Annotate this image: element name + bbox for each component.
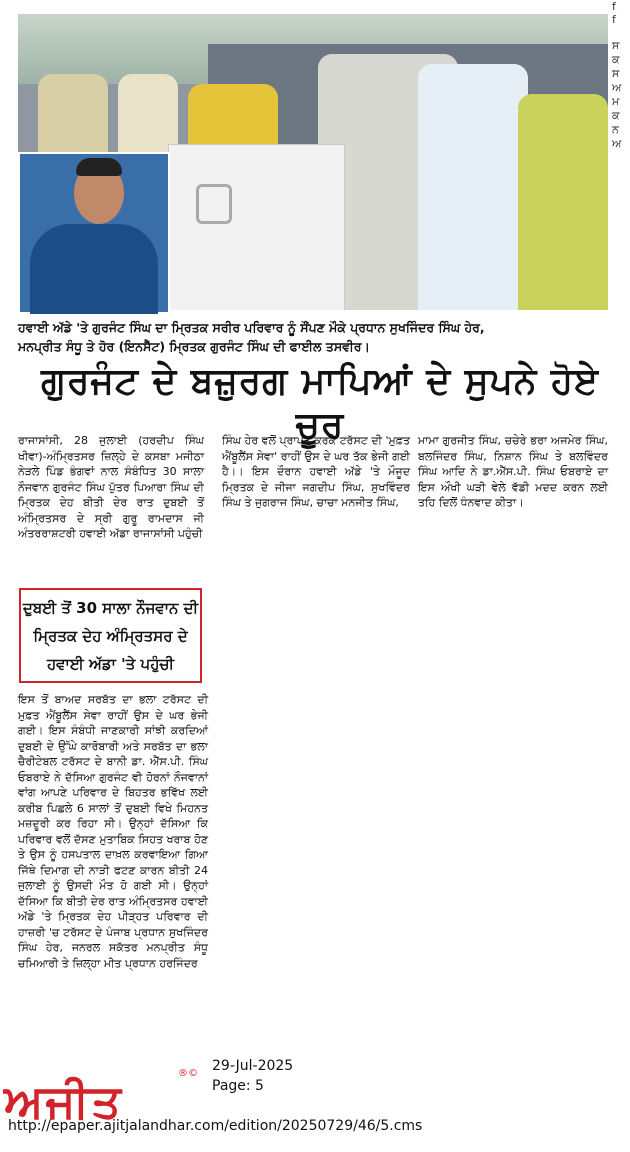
- ajit-logo: ਅਜੀਤ: [4, 1074, 123, 1128]
- headline: ਗੁਰਜੰਟ ਦੇ ਬਜ਼ੁਰਗ ਮਾਪਿਆਂ ਦੇ ਸੁਪਨੇ ਹੋਏ ਚੂਰ: [41, 361, 599, 446]
- source-url[interactable]: http://epaper.ajitjalandhar.com/edition/20250729/46/5.cms: [8, 1118, 423, 1134]
- registered-mark: ®©: [178, 1068, 198, 1079]
- photo-coffin: [168, 144, 345, 310]
- photo-caption: [18, 318, 618, 356]
- caption-line-1: ਹਵਾਈ ਅੱਡੇ 'ਤੇ ਗੁਰਜੰਟ ਸਿੰਘ ਦਾ ਮ੍ਰਿਤਕ ਸਰੀਰ ਪਰਿਵਾਰ ਨੂੰ ਸੌਂਪਣ ਮੌਕੇ ਪ੍ਰਧਾਨ ਸੁਖਜਿੰਦਰ ਸਿੰਘ ਹੇਰ,: [18, 320, 485, 335]
- article-column-3: ਮਾਮਾ ਗੁਰਜੀਤ ਸਿੰਘ, ਚਚੇਰੇ ਭਰਾ ਅਜਮੇਰ ਸਿੰਘ, ਬਲਜਿੰਦਰ ਸਿੰਘ, ਨਿਸ਼ਾਨ ਸਿੰਘ ਤੇ ਬਲਵਿੰਦਰ ਸਿੰਘ ਆਦਿ ਨੇ ਡਾ.ਐੱਸ.ਪੀ. ਸਿੰਘ ਓਬਰਾਏ ਦਾ ਇਸ ਔਖੀ ਘੜੀ ਵੇਲੇ ਵੱਡੀ ਮਦਦ ਕਰਨ ਲਈ ਤਹਿ ਦਿਲੋਂ ਧੰਨਵਾਦ ਕੀਤਾ।: [418, 434, 608, 509]
- photo-coffin-handle: [196, 184, 232, 224]
- article-column-1-continued: ਇਸ ਤੋਂ ਬਾਅਦ ਸਰਬੱਤ ਦਾ ਭਲਾ ਟਰੱਸਟ ਦੀ ਮੁਫ਼ਤ ਐਂਬੂਲੈਂਸ ਸੇਵਾ ਰਾਹੀਂ ਉਸ ਦੇ ਘਰ ਭੇਜੀ ਗਈ। ਇਸ ਸੰਬੰਧੀ ਜਾਣਕਾਰੀ ਸਾਂਝੀ ਕਰਦਿਆਂ ਦੁਬਈ ਦੇ ਉੱਘੇ ਕਾਰੋਬਾਰੀ ਅਤੇ ਸਰਬੱਤ ਦਾ ਭਲਾ ਚੈਰੀਟੇਬਲ ਟਰੱਸਟ ਦੇ ਬਾਨੀ ਡਾ. ਐੱਸ.ਪੀ. ਸਿੰਘ ਓਬਰਾਏ ਨੇ ਦੱਸਿਆ ਗੁਰਜੰਟ ਵੀ ਹੋਰਨਾਂ ਨੌਜਵਾਨਾਂ ਵਾਂਗ ਆਪਣੇ ਪਰਿਵਾਰ ਦੇ ਬਿਹਤਰ ਭਵਿੱਖ ਲਈ ਕਰੀਬ ਪਿਛਲੇ 6 ਸਾਲਾਂ ਤੋਂ ਦੁਬਈ ਵਿਖੇ ਮਿਹਨਤ ਮਜ਼ਦੂਰੀ ਕਰ ਰਿਹਾ ਸੀ। ਉਨ੍ਹਾਂ ਦੱਸਿਆ ਕਿ ਪਰਿਵਾਰ ਵਲੋਂ ਦੱਸਣ ਮੁਤਾਬਿਕ ਸਿਹਤ ਖਰਾਬ ਹੋਣ ਤੇ ਉਸ ਨੂੰ ਹਸਪਤਾਲ ਦਾਖ਼ਲ ਕਰਵਾਇਆ ਗਿਆ ਜਿੱਥੇ ਦਿਮਾਗ ਦੀ ਨਾੜੀ ਫਟਣ ਕਾਰਨ ਬੀਤੀ 24 ਜੁਲਾਈ ਨੂੰ ਉਸਦੀ ਮੌਤ ਹੋ ਗਈ ਸੀ। ਉਨ੍ਹਾਂ ਦੱਸਿਆ ਕਿ ਬੀਤੀ ਦੇਰ ਰਾਤ ਅੰਮ੍ਰਿਤਸਰ ਹਵਾਈ ਅੱਡੇ 'ਤੇ ਮ੍ਰਿਤਕ ਦੇਹ ਪੀੜ੍ਹਤ ਪਰਿਵਾਰ ਦੀ ਹਾਜ਼ਰੀ 'ਚ ਟਰੱਸਟ ਦੇ ਪੰਜਾਬ ਪ੍ਰਧਾਨ ਸੁਖਜਿੰਦਰ ਸਿੰਘ ਹੇਰ, ਜਨਰਲ ਸਕੱਤਰ ਮਨਪ੍ਰੀਤ ਸੰਧੂ ਚਮਿਆਰੀ ਤੇ ਜ਼ਿਲ੍ਹਾ ਮੀਤ ਪ੍ਰਧਾਨ ਹਰਜਿੰਦਰ: [18, 693, 208, 970]
- adjacent-column-fragment: f f ਸ ਕ ਸ ਅ ਮ ਕ ਨ ਅ: [612, 0, 622, 150]
- page-number: Page: 5: [212, 1078, 264, 1094]
- inset-body: [30, 224, 158, 314]
- article-column-1: ਰਾਜਾਸਾਂਸੀ, 28 ਜੁਲਾਈ (ਹਰਦੀਪ ਸਿੰਘ ਖੀਵਾ)-ਅੰਮ੍ਰਿਤਸਰ ਜ਼ਿਲ੍ਹੇ ਦੇ ਕਸਬਾ ਮਜੀਠਾ ਨੇੜਲੇ ਪਿੰਡ ਭੰਗਵਾਂ ਨਾਲ ਸੰਬੰਧਿਤ 30 ਸਾਲਾ ਨੌਜਵਾਨ ਗੁਰਜੰਟ ਸਿੰਘ ਪੁੱਤਰ ਪਿਆਰਾ ਸਿੰਘ ਦੀ ਮ੍ਰਿਤਕ ਦੇਹ ਬੀਤੀ ਦੇਰ ਰਾਤ ਦੁਬਈ ਤੋਂ ਅੰਮ੍ਰਿਤਸਰ ਦੇ ਸ੍ਰੀ ਗੁਰੂ ਰਾਮਦਾਸ ਜੀ ਅੰਤਰਰਾਸ਼ਟਰੀ ਹਵਾਈ ਅੱਡਾ ਰਾਜਾਸਾਂਸੀ ਪਹੁੰਚੀ: [18, 434, 204, 540]
- inset-hair: [76, 158, 122, 176]
- article-column-2: ਸਿੰਘ ਹੇਰ ਵਲੋਂ ਪ੍ਰਾਪਤ ਕਰਕੇ ਟਰੱਸਟ ਦੀ 'ਮੁਫ਼ਤ ਐਂਬੂਲੈਂਸ ਸੇਵਾ' ਰਾਹੀਂ ਉਸ ਦੇ ਘਰ ਤੱਕ ਭੇਜੀ ਗਈ ਹੈ।। ਇਸ ਦੌਰਾਨ ਹਵਾਈ ਅੱਡੇ 'ਤੇ ਮੌਜੂਦ ਮ੍ਰਿਤਕ ਦੇ ਜੀਜਾ ਜਗਦੀਪ ਸਿੰਘ, ਸੁਖਵਿੰਦਰ ਸਿੰਘ ਤੇ ਜੁਗਰਾਜ ਸਿੰਘ, ਚਾਚਾ ਮਨਜੀਤ ਸਿੰਘ,: [222, 434, 410, 509]
- photo-person: [418, 64, 528, 310]
- photo-person: [518, 94, 608, 310]
- inset-photo: [18, 152, 170, 314]
- pull-quote: ਦੁਬਈ ਤੋਂ 30 ਸਾਲਾ ਨੌਜਵਾਨ ਦੀ ਮ੍ਰਿਤਕ ਦੇਹ ਅੰਮ੍ਰਿਤਸਰ ਦੇ ਹਵਾਈ ਅੱਡਾ 'ਤੇ ਪਹੁੰਚੀ: [19, 588, 202, 683]
- caption-line-2: ਮਨਪ੍ਰੀਤ ਸੰਧੂ ਤੇ ਹੋਰ (ਇਨਸੈੱਟ) ਮ੍ਰਿਤਕ ਗੁਰਜੰਟ ਸਿੰਘ ਦੀ ਫਾਈਲ ਤਸਵੀਰ।: [18, 339, 370, 354]
- photo-person: [38, 74, 108, 164]
- edition-date: 29-Jul-2025: [212, 1058, 294, 1074]
